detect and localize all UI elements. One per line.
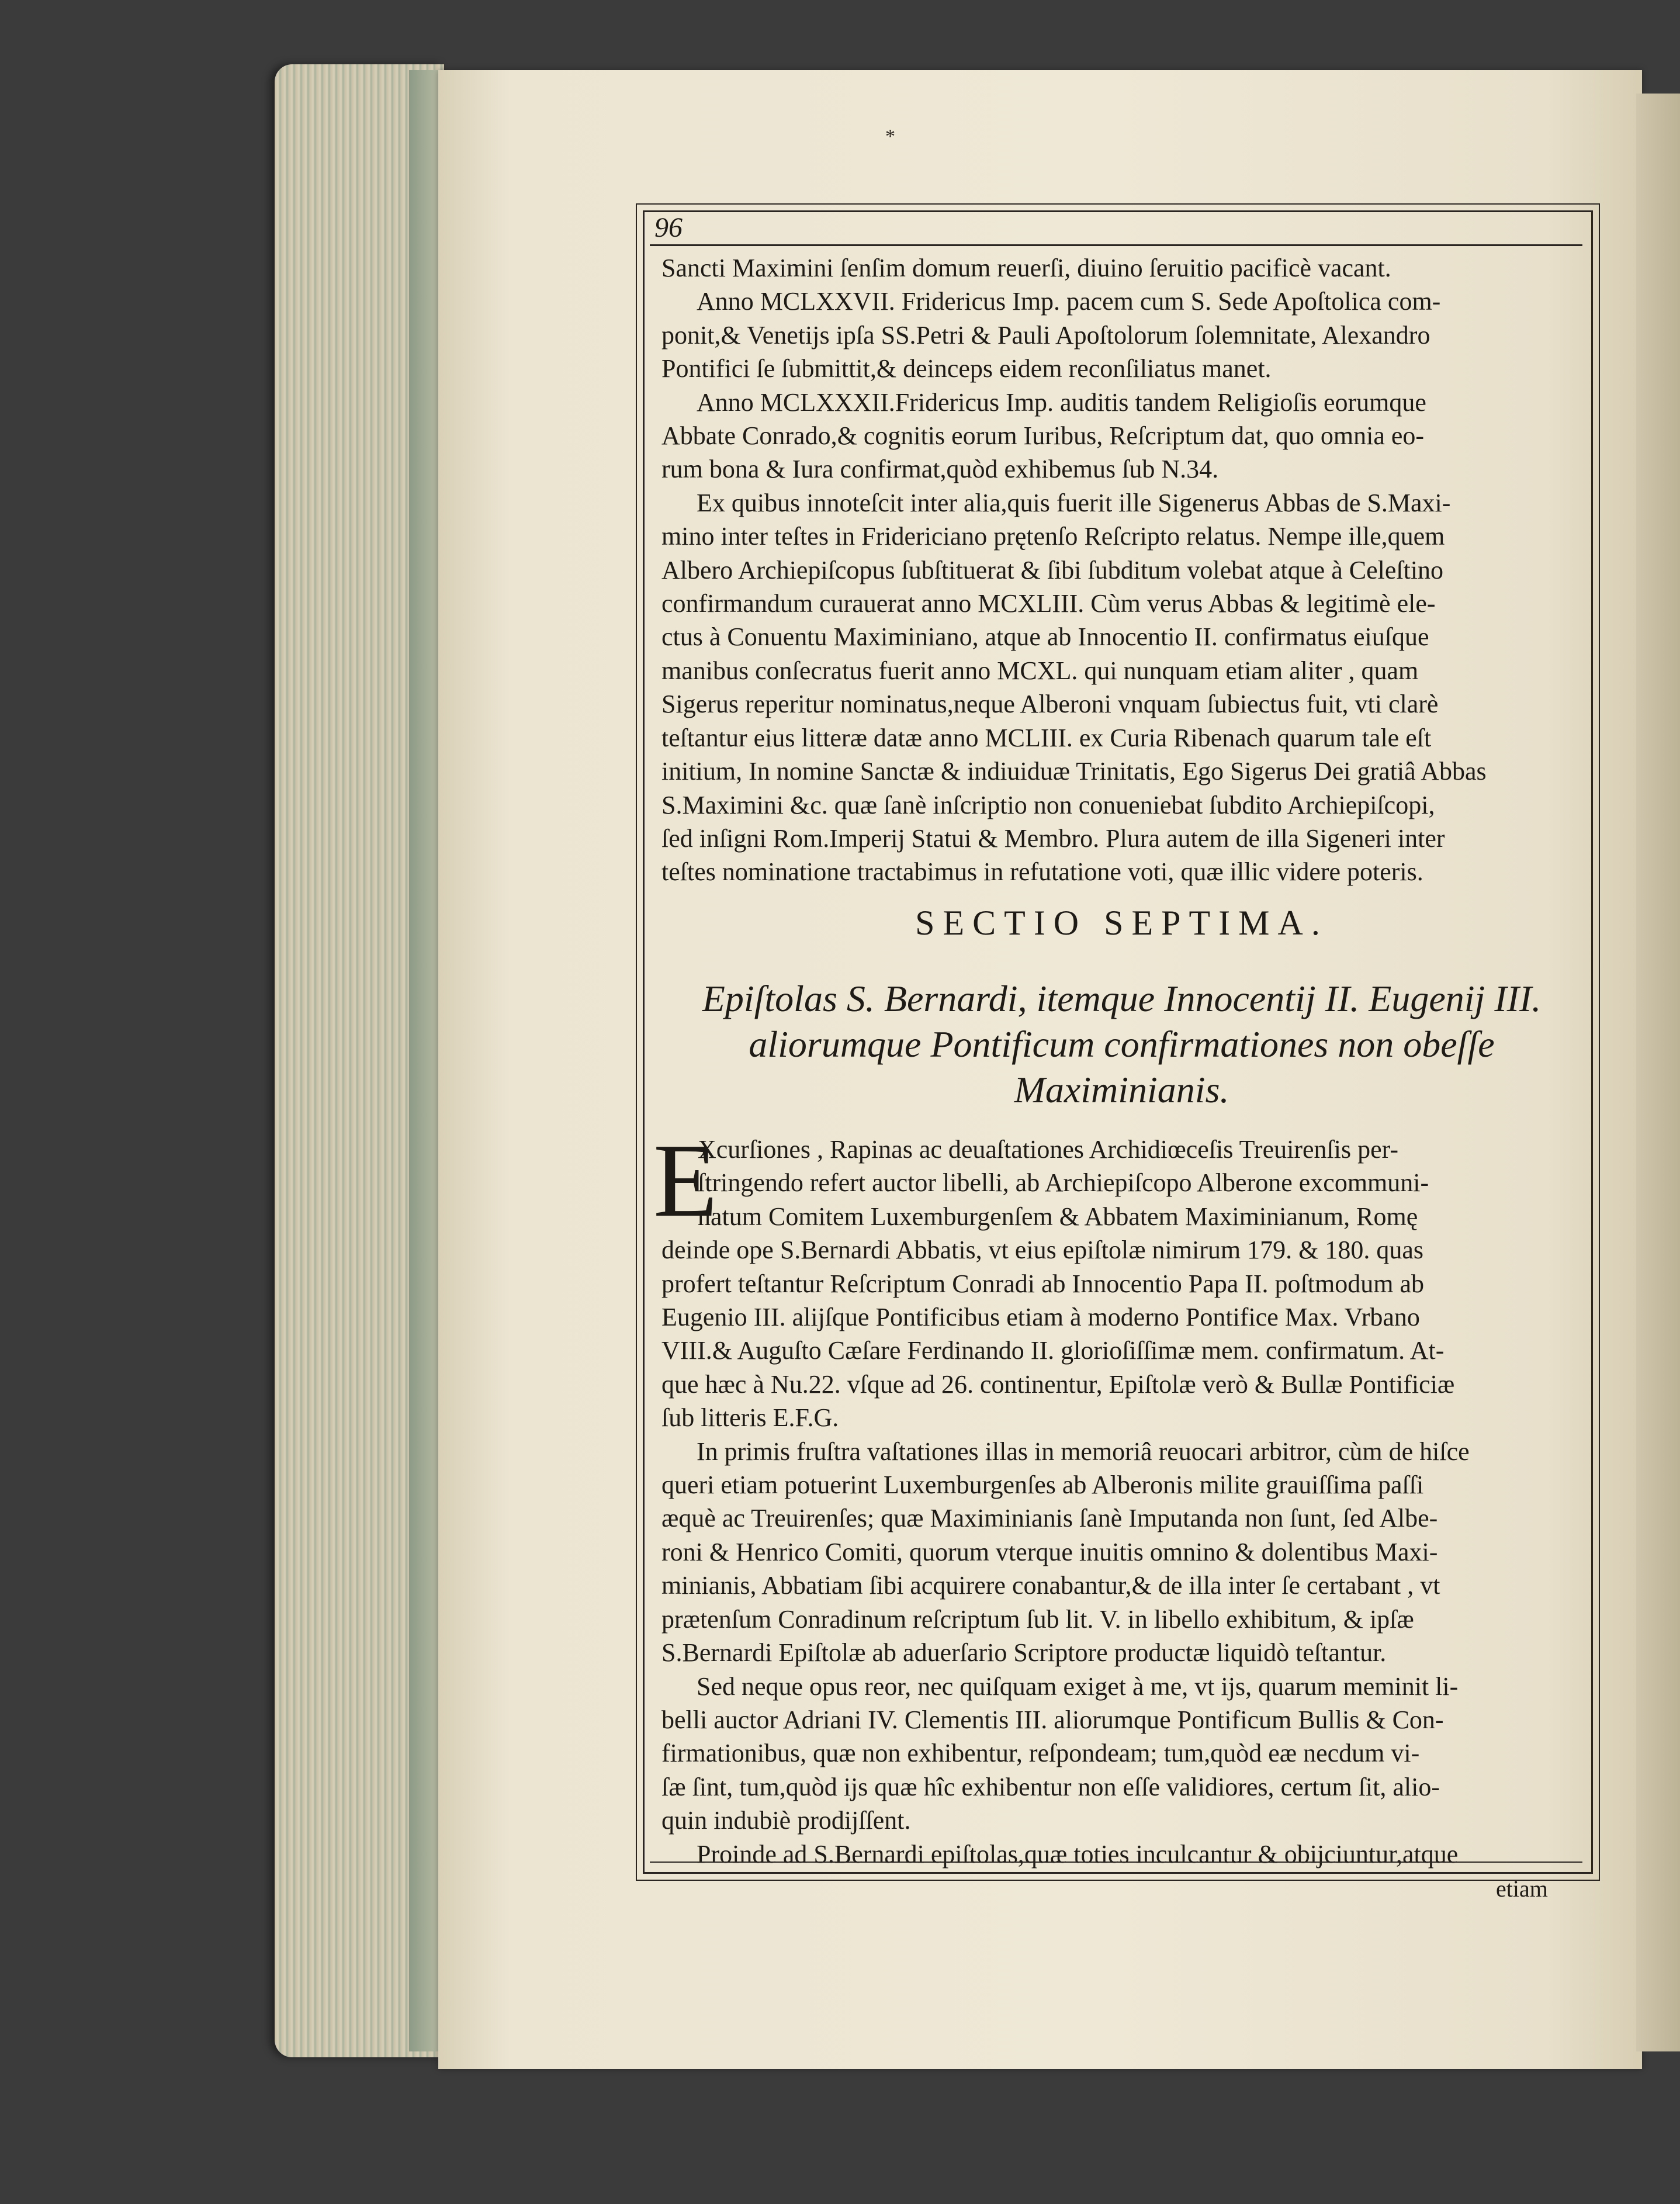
text-line: teſtes nominatione tractabimus in refutatione voti, quæ illic videre poteris. bbox=[661, 857, 1423, 887]
text-line: Sigerus reperitur nominatus,neque Alberoni vnquam ſubiectus fuit, vti clarè bbox=[661, 690, 1439, 719]
text-line: Proinde ad S.Bernardi epiſtolas,quæ toties inculcantur & obijciuntur,atque bbox=[697, 1839, 1459, 1869]
text-line: minianis, Abbatiam ſibi acquirere conabantur,& de illa inter ſe certabant , vt bbox=[661, 1571, 1440, 1600]
text-line: quin indubiè prodijſſent. bbox=[661, 1806, 911, 1835]
subtitle-line: Maximinianis. bbox=[1014, 1069, 1229, 1110]
header-rule bbox=[650, 244, 1582, 246]
text-line: que hæc à Nu.22. vſque ad 26. continentur, Epiſtolæ verò & Bullæ Pontificiæ bbox=[661, 1369, 1455, 1399]
text-line: ſub litteris E.F.G. bbox=[661, 1403, 839, 1433]
text-line: ponit,& Venetijs ipſa SS.Petri & Pauli Apoſtolorum ſolemnitate, Alexandro bbox=[661, 320, 1430, 350]
text-line: ſed inſigni Rom.Imperij Statui & Membro. Plura autem de illa Sigeneri inter bbox=[661, 824, 1445, 853]
text-line: Anno MCLXXXII.Fridericus Imp. auditis tandem Religioſis eorumque bbox=[697, 387, 1426, 417]
text-line: Sed neque opus reor, nec quiſquam exiget à me, vt ijs, quarum meminit li- bbox=[697, 1672, 1459, 1701]
text-line: VIII.& Auguſto Cæſare Ferdinando II. glorioſiſſimæ mem. confirmatum. At- bbox=[661, 1336, 1445, 1365]
catchword: etiam bbox=[1496, 1876, 1548, 1902]
text-line: teſtantur eius litteræ datæ anno MCLIII. ex Curia Ribenach quarum tale eſt bbox=[661, 723, 1432, 752]
text-block-lower bbox=[661, 1133, 1582, 1871]
text-line: prætenſum Conradinum reſcriptum ſub lit. V. in libello exhibitum, & ipſæ bbox=[661, 1604, 1414, 1634]
text-line: Xcurſiones , Rapinas ac deuaſtationes Archidiœceſis Treuirenſis per- bbox=[698, 1135, 1399, 1164]
text-line: S.Bernardi Epiſtolæ ab aduerſario Scriptore productæ liquidò teſtantur. bbox=[661, 1638, 1387, 1667]
subtitle-line: Epiſtolas S. Bernardi, itemque Innocentij II. Eugenij III. bbox=[702, 978, 1542, 1019]
text-line: mino inter teſtes in Fridericiano prętenſo Reſcripto relatus. Nempe ille,quem bbox=[661, 522, 1445, 551]
text-line: roni & Henrico Comiti, quorum vterque inuitis omnino & dolentibus Maxi- bbox=[661, 1537, 1438, 1566]
text-line: firmationibus, quæ non exhibentur, reſpondeam; tum,quòd eæ necdum vi- bbox=[661, 1739, 1420, 1768]
section-subtitle bbox=[661, 976, 1582, 1113]
text-line: confirmandum curauerat anno MCXLIII. Cùm verus Abbas & legitimè ele- bbox=[661, 589, 1436, 618]
text-line: Anno MCLXXVII. Fridericus Imp. pacem cum S. Sede Apoſtolica com- bbox=[697, 287, 1441, 316]
printer-mark: * bbox=[885, 126, 895, 147]
text-line: deinde ope S.Bernardi Abbatis, vt eius epiſtolæ nimirum 179. & 180. quas bbox=[661, 1236, 1423, 1265]
text-line: ſtringendo refert auctor libelli, ab Archiepiſcopo Alberone excommuni- bbox=[698, 1168, 1429, 1198]
text-line: natum Comitem Luxemburgenſem & Abbatem Maximinianum, Romę bbox=[698, 1202, 1418, 1231]
footer-rule bbox=[650, 1862, 1582, 1863]
text-line: In primis fruſtra vaſtationes illas in memoriâ reuocari arbitror, cùm de hiſce bbox=[697, 1437, 1470, 1466]
drop-capital: E bbox=[653, 1122, 718, 1238]
text-line: Pontifici ſe ſubmittit,& deinceps eidem reconſiliatus manet. bbox=[661, 354, 1272, 383]
text-line: æquè ac Treuirenſes; quæ Maximinianis ſanè Imputanda non ſunt, ſed Albe- bbox=[661, 1504, 1438, 1533]
text-line: Sancti Maximini ſenſim domum reuerſi, diuino ſeruitio pacificè vacant. bbox=[661, 254, 1391, 282]
subtitle-line: aliorumque Pontificum confirmationes non obeſſe bbox=[749, 1023, 1495, 1065]
text-line: S.Maximini &c. quæ ſanè inſcriptio non conueniebat ſubdito Archiepiſcopi, bbox=[661, 790, 1435, 819]
text-line: Ex quibus innoteſcit inter alia,quis fuerit ille Sigenerus Abbas de S.Maxi- bbox=[697, 488, 1451, 517]
text-line: ctus à Conuentu Maximiniano, atque ab Innocentio II. confirmatus eiuſque bbox=[661, 622, 1429, 652]
text-line: Abbate Conrado,& cognitis eorum Iuribus, Reſcriptum dat, quo omnia eo- bbox=[661, 421, 1425, 451]
text-line: manibus conſecratus fuerit anno MCXL. qui nunquam etiam aliter , quam bbox=[661, 656, 1419, 685]
text-line: rum bona & Iura confirmat,quòd exhibemus ſub N.34. bbox=[661, 455, 1219, 484]
text-line: Albero Archiepiſcopus ſubſtituerat & ſibi ſubditum volebat atque à Celeſtino bbox=[661, 555, 1444, 584]
text-block-upper bbox=[661, 251, 1582, 889]
text-line: ſæ ſint, tum,quòd ijs quæ hîc exhibentur non eſſe validiores, certum ſit, alio- bbox=[661, 1772, 1440, 1801]
section-heading: SECTIO SEPTIMA. bbox=[915, 904, 1328, 942]
text-line: profert teſtantur Reſcriptum Conradi ab Innocentio Papa II. poſtmodum ab bbox=[661, 1269, 1424, 1298]
text-line: Eugenio III. alijſque Pontificibus etiam à moderno Pontifice Max. Vrbano bbox=[661, 1303, 1420, 1332]
page-number: 96 bbox=[654, 212, 683, 243]
text-line: belli auctor Adriani IV. Clementis III. aliorumque Pontificum Bullis & Con- bbox=[661, 1705, 1444, 1734]
text-line: queri etiam potuerint Luxemburgenſes ab Alberonis milite grauiſſima paſſi bbox=[661, 1471, 1424, 1500]
facing-page-edge bbox=[1636, 94, 1680, 2051]
text-line: initium, In nomine Sanctæ & indiuiduæ Trinitatis, Ego Sigerus Dei gratiâ Abbas bbox=[661, 757, 1487, 786]
